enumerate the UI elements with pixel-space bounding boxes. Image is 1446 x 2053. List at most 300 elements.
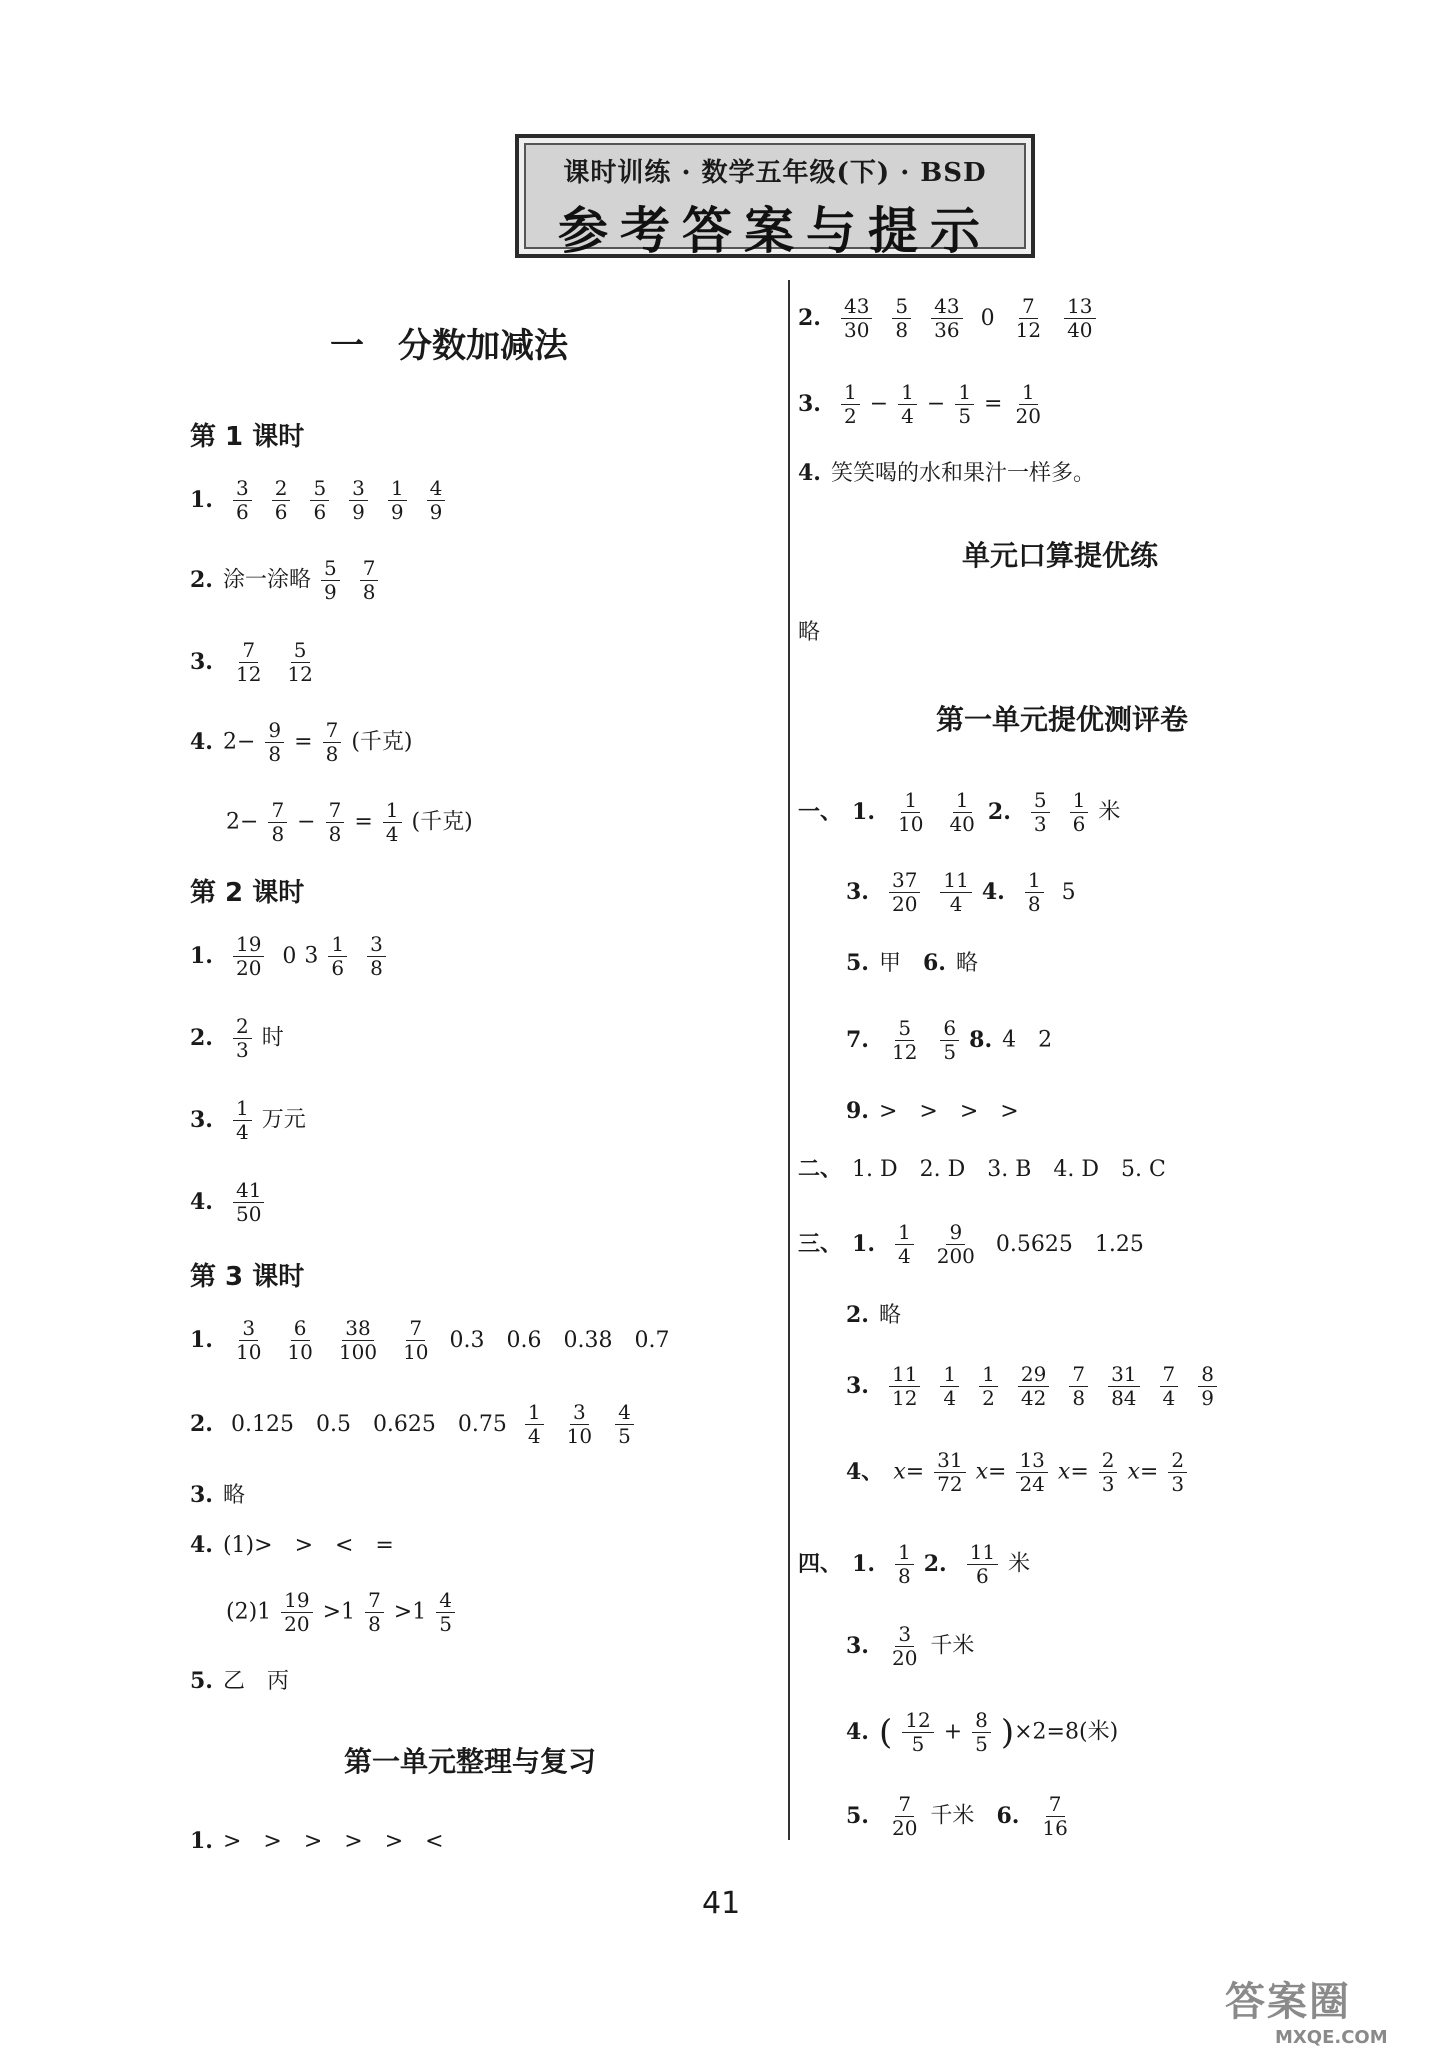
item-number: 3.	[190, 648, 213, 675]
section-label: 一、	[798, 798, 843, 825]
fraction	[365, 1590, 384, 1635]
numerator: 31	[1108, 1364, 1139, 1387]
denominator: 72	[937, 1472, 963, 1496]
fraction	[934, 1222, 978, 1267]
fraction	[940, 1364, 959, 1409]
fraction-list	[311, 556, 388, 604]
l3-answer-4-line-2	[226, 1590, 465, 1635]
denominator: 10	[897, 812, 924, 836]
item-number: 2.	[846, 1302, 869, 1328]
variable: x=	[1127, 1459, 1159, 1485]
fraction	[284, 640, 315, 685]
numerator: 3	[570, 1402, 589, 1425]
denominator: 50	[235, 1202, 262, 1226]
review-answer-1	[190, 1824, 444, 1859]
l2-answer-3	[190, 1098, 306, 1143]
test-sec3-q4	[846, 1450, 1197, 1495]
unit: 千米	[930, 1633, 975, 1659]
denominator: 20	[235, 956, 262, 980]
l1-answer-2	[190, 558, 388, 603]
fraction	[326, 800, 345, 845]
answer-text: > > > >	[878, 1099, 1019, 1124]
answer-text: 甲	[878, 951, 901, 976]
fraction	[889, 1794, 920, 1839]
section-label: 三、	[798, 1230, 843, 1257]
answer-text: 笑笑喝的水和果汁一样多。	[830, 461, 1095, 486]
numerator: 2	[233, 1016, 252, 1039]
answer-text: (1)> > < =	[222, 1533, 394, 1558]
expr-part: >1	[393, 1599, 427, 1625]
fraction	[895, 790, 926, 835]
numerator: 1	[898, 382, 917, 405]
item-number: 1.	[852, 798, 875, 825]
fraction	[889, 1018, 920, 1063]
denominator: 8	[1027, 892, 1041, 916]
denominator: 12	[891, 1040, 918, 1064]
unit: 时	[261, 1025, 284, 1051]
fraction	[436, 1590, 455, 1635]
denominator: 8	[328, 822, 342, 846]
fraction	[233, 934, 264, 979]
numerator: 1	[328, 934, 347, 957]
unit: 米	[1008, 1551, 1031, 1577]
item-number: 4.	[190, 1188, 213, 1215]
item-number: 1.	[190, 1326, 213, 1353]
item-number: 4、	[846, 1458, 884, 1485]
item-number: 3.	[846, 878, 869, 905]
l3-answer-3	[190, 1478, 245, 1513]
fraction	[233, 478, 252, 523]
r-answer-4	[798, 456, 1095, 491]
item-number: 3.	[846, 1372, 869, 1399]
test-sec3-q1	[798, 1222, 1152, 1267]
numerator: 7	[1069, 1364, 1088, 1387]
fraction-list	[223, 638, 326, 686]
answer-header-banner	[515, 134, 1035, 258]
numerator: 7	[323, 720, 342, 743]
fraction	[1018, 1364, 1049, 1409]
header-title: 参考答案与提示	[558, 202, 992, 260]
answer-text: 5	[1061, 879, 1076, 905]
fraction	[233, 1180, 264, 1225]
item-number: 1.	[852, 1550, 875, 1577]
fraction	[934, 1450, 965, 1495]
fraction-list	[515, 1400, 644, 1448]
fraction	[892, 296, 911, 341]
denominator: 10	[235, 1340, 262, 1364]
expr-part: (2)1	[226, 1599, 272, 1625]
fraction	[889, 1364, 920, 1409]
fraction	[1069, 1364, 1088, 1409]
fraction	[400, 1318, 431, 1363]
fraction	[388, 478, 407, 523]
fraction	[1070, 790, 1089, 835]
denominator: 4	[943, 1386, 957, 1410]
fraction	[898, 382, 917, 427]
fraction	[233, 1016, 252, 1061]
denominator: 4	[949, 892, 963, 916]
numerator: 7	[1160, 1364, 1179, 1387]
numerator: 1	[1025, 870, 1044, 893]
denominator: 9	[390, 500, 404, 524]
answer-text: 略	[222, 1483, 245, 1508]
numerator: 6	[291, 1318, 310, 1341]
fraction	[310, 478, 329, 523]
fraction	[889, 1624, 920, 1669]
denominator: 200	[936, 1244, 975, 1268]
numerator: 7	[895, 1794, 914, 1817]
l3-answer-2	[190, 1402, 644, 1447]
denominator: 5	[975, 1732, 988, 1756]
fraction	[272, 478, 291, 523]
numerator: 9	[946, 1222, 965, 1245]
test-sec1-q7-8	[846, 1018, 1052, 1063]
numerator: 12	[902, 1710, 933, 1733]
lesson-3-title: 第 3 课时	[190, 1262, 305, 1292]
test-sec3-q3	[846, 1364, 1227, 1409]
item-number: 8.	[969, 1026, 993, 1053]
answer-text: 0	[980, 305, 995, 331]
fraction	[895, 1542, 914, 1587]
numerator: 43	[931, 296, 962, 319]
whole-number: 3	[304, 943, 319, 969]
fraction	[1016, 1450, 1047, 1495]
expr-part: >1	[322, 1599, 356, 1625]
denominator: 8	[897, 1564, 911, 1588]
item-number: 5.	[190, 1668, 213, 1694]
test-sec1-q1-2	[798, 790, 1120, 835]
test-sec4-q1-2	[798, 1542, 1030, 1587]
numerator: 1	[1070, 790, 1089, 813]
item-number: 1.	[190, 1828, 213, 1854]
chapter-title: 一 分数加减法	[330, 326, 568, 366]
denominator: 8	[1072, 1386, 1086, 1410]
fraction	[955, 382, 974, 427]
fraction	[1168, 1450, 1187, 1495]
numerator: 38	[342, 1318, 373, 1341]
denominator: 20	[891, 892, 918, 916]
denominator: 12	[287, 662, 313, 686]
numerator: 8	[1198, 1364, 1217, 1387]
page-number: 41	[702, 1886, 741, 1921]
fraction	[525, 1402, 544, 1447]
denominator: 3	[235, 1038, 249, 1062]
fraction	[940, 1018, 959, 1063]
denominator: 5	[958, 404, 972, 428]
numerator: 41	[233, 1180, 264, 1203]
numerator: 5	[321, 558, 340, 581]
denominator: 12	[235, 662, 262, 686]
item-number: 6.	[923, 950, 946, 976]
numerator: 1	[525, 1402, 544, 1425]
unit: 万元	[261, 1107, 306, 1133]
answer-text: 略	[878, 1303, 901, 1328]
test-sec3-q2	[846, 1298, 901, 1333]
fraction	[281, 1590, 312, 1635]
item-number: 3.	[190, 1106, 213, 1133]
item-number: 5.	[846, 1802, 869, 1829]
fraction	[1198, 1364, 1217, 1409]
test-sec4-q3	[846, 1624, 974, 1669]
variable: x=	[893, 1459, 925, 1485]
item-number: 4.	[798, 460, 821, 486]
test-sec1-q9	[846, 1094, 1019, 1129]
fraction	[1160, 1364, 1179, 1409]
answer-text: 1. D 2. D 3. B 4. D 5. C	[852, 1157, 1166, 1182]
numerator: 4	[615, 1402, 634, 1425]
numerator: 29	[1018, 1364, 1049, 1387]
l3-answer-4-line-1	[190, 1528, 394, 1563]
numerator: 1	[388, 478, 407, 501]
item-number: 1.	[190, 486, 213, 513]
answer-text: 0.3 0.6 0.38 0.7	[449, 1327, 670, 1353]
oral-practice-answer: 略	[798, 620, 821, 645]
fraction	[284, 1318, 315, 1363]
answer-text: 略	[955, 951, 978, 976]
item-number: 2.	[190, 566, 213, 593]
answer-text: 涂一涂略	[222, 567, 311, 593]
r-answer-3	[798, 382, 1054, 427]
test-sec1-q5-6	[846, 946, 978, 981]
numerator: 4	[427, 478, 446, 501]
denominator: 40	[949, 812, 975, 836]
denominator: 4	[235, 1120, 249, 1144]
fraction	[323, 720, 342, 765]
numerator: 7	[406, 1318, 425, 1341]
numerator: 7	[1019, 296, 1038, 319]
expr-part: 2−	[226, 809, 259, 835]
item-number: 4.	[190, 728, 213, 755]
denominator: 9	[323, 580, 337, 604]
denominator: 5	[943, 1040, 957, 1064]
variable: x=	[975, 1459, 1007, 1485]
numerator: 13	[1016, 1450, 1047, 1473]
denominator: 9	[352, 500, 365, 524]
denominator: 10	[287, 1340, 313, 1364]
denominator: 10	[403, 1340, 429, 1364]
numerator: 11	[889, 1364, 920, 1387]
section-label: 四、	[798, 1550, 843, 1577]
fraction	[367, 934, 386, 979]
fraction	[233, 1098, 252, 1143]
expr-part: −	[297, 809, 316, 835]
unit: (千克)	[411, 809, 473, 835]
fraction	[233, 640, 264, 685]
denominator: 3	[1033, 812, 1047, 836]
fraction	[931, 296, 962, 341]
fraction	[841, 382, 860, 427]
item-number: 3.	[846, 1632, 869, 1659]
numerator: 3	[367, 934, 386, 957]
header-subtitle: 课时训练 · 数学五年级(下) · BSD	[563, 158, 987, 188]
expr-part: +	[943, 1719, 963, 1745]
denominator: 8	[370, 956, 383, 980]
expr-part: =	[984, 391, 1003, 417]
denominator: 3	[1101, 1472, 1115, 1496]
fraction	[268, 800, 287, 845]
numerator: 1	[895, 1222, 914, 1245]
fraction	[902, 1710, 933, 1755]
numerator: 19	[281, 1590, 312, 1613]
answer-text: > > > > > <	[222, 1829, 444, 1854]
l2-answer-1	[190, 934, 396, 979]
fraction	[349, 478, 368, 523]
answer-text: 0	[282, 943, 297, 969]
oral-practice-title: 单元口算提优练	[962, 539, 1159, 572]
numerator: 5	[291, 640, 310, 663]
watermark-text: 答案圈	[1225, 1979, 1351, 2025]
numerator: 19	[233, 934, 264, 957]
expr-part: −	[869, 391, 889, 417]
numerator: 1	[901, 790, 920, 813]
fraction	[967, 1542, 998, 1587]
numerator: 7	[326, 800, 345, 823]
unit: 千米	[930, 1803, 975, 1829]
denominator: 8	[368, 1612, 381, 1636]
numerator: 31	[934, 1450, 965, 1473]
numerator: 3	[349, 478, 368, 501]
l2-answer-2	[190, 1016, 284, 1061]
left-paren: (	[878, 1712, 893, 1753]
item-number: 2.	[190, 1024, 213, 1051]
numerator: 13	[1064, 296, 1095, 319]
item-number: 4.	[190, 1532, 213, 1558]
fraction	[360, 558, 379, 603]
numerator: 1	[953, 790, 972, 813]
numerator: 2	[1099, 1450, 1118, 1473]
expr-part: =	[294, 729, 313, 755]
unit: 米	[1098, 799, 1121, 825]
numerator: 1	[233, 1098, 252, 1121]
item-number: 4.	[981, 878, 1005, 905]
numerator: 7	[360, 558, 379, 581]
item-number: 2.	[190, 1410, 213, 1437]
unit-test-title: 第一单元提优测评卷	[936, 703, 1189, 736]
denominator: 4	[897, 1244, 911, 1268]
fraction	[889, 870, 920, 915]
numerator: 8	[972, 1710, 991, 1733]
numerator: 6	[940, 1018, 959, 1041]
denominator: 2	[843, 404, 857, 428]
denominator: 40	[1067, 318, 1093, 342]
fraction	[1064, 296, 1095, 341]
denominator: 8	[271, 822, 285, 846]
denominator: 4	[901, 404, 914, 428]
denominator: 3	[1171, 1472, 1185, 1496]
test-sec4-q4	[846, 1710, 1118, 1755]
fraction	[1012, 382, 1043, 427]
expr-part: 2−	[222, 729, 256, 755]
item-number: 2.	[798, 304, 821, 331]
numerator: 3	[895, 1624, 914, 1647]
fraction-list	[879, 1362, 1227, 1410]
denominator: 16	[1042, 1816, 1068, 1840]
numerator: 3	[239, 1318, 258, 1341]
item-number: 1.	[190, 942, 213, 969]
denominator: 6	[976, 1564, 989, 1588]
fraction-list	[223, 1316, 442, 1364]
r-answer-2	[798, 296, 1106, 341]
item-number: 2.	[923, 1550, 947, 1577]
denominator: 8	[362, 580, 376, 604]
numerator: 7	[268, 800, 287, 823]
numerator: 11	[967, 1542, 998, 1565]
denominator: 42	[1020, 1386, 1047, 1410]
fraction	[321, 558, 340, 603]
test-sec2	[798, 1152, 1166, 1187]
denominator: 8	[268, 742, 282, 766]
denominator: 9	[429, 500, 443, 524]
lesson-1-title: 第 1 课时	[190, 422, 305, 452]
unit: (千克)	[351, 729, 413, 755]
denominator: 20	[284, 1612, 310, 1636]
denominator: 8	[895, 318, 909, 342]
item-number: 3.	[190, 1482, 213, 1508]
denominator: 100	[338, 1340, 378, 1364]
denominator: 2	[982, 1386, 995, 1410]
fraction	[265, 720, 284, 765]
denominator: 20	[891, 1816, 918, 1840]
fraction	[328, 934, 347, 979]
fraction	[1013, 296, 1044, 341]
l2-answer-4	[190, 1180, 274, 1225]
denominator: 4	[385, 822, 399, 846]
item-number: 6.	[996, 1802, 1020, 1829]
numerator: 37	[889, 870, 920, 893]
numerator: 2	[272, 478, 291, 501]
numerator: 5	[1031, 790, 1050, 813]
fraction	[946, 790, 977, 835]
answer-text: 0.5625 1.25	[995, 1231, 1144, 1257]
denominator: 6	[313, 500, 327, 524]
l1-answer-3	[190, 640, 326, 685]
fraction	[972, 1710, 991, 1755]
item-number: 9.	[846, 1098, 869, 1124]
fraction-list	[831, 294, 973, 342]
denominator: 6	[235, 500, 249, 524]
item-number: 4.	[846, 1718, 869, 1745]
fraction	[1039, 1794, 1070, 1839]
fraction	[841, 296, 872, 341]
denominator: 5	[439, 1612, 452, 1636]
denominator: 4	[527, 1424, 541, 1448]
l1-answer-4-line-1	[190, 720, 412, 765]
test-sec4-q5-6	[846, 1794, 1081, 1839]
denominator: 6	[1072, 812, 1086, 836]
variable: x=	[1057, 1459, 1089, 1485]
numerator: 5	[892, 296, 911, 319]
numerator: 1	[895, 1542, 914, 1565]
denominator: 30	[843, 318, 870, 342]
fraction	[564, 1402, 595, 1447]
column-divider	[788, 280, 790, 1840]
numerator: 43	[841, 296, 872, 319]
section-label: 二、	[798, 1156, 843, 1182]
denominator: 8	[325, 742, 339, 766]
test-sec1-q3-4	[846, 870, 1084, 915]
fraction	[1025, 870, 1044, 915]
denominator: 6	[274, 500, 288, 524]
item-number: 2.	[987, 798, 1011, 825]
fraction	[615, 1402, 634, 1447]
denominator: 12	[1015, 318, 1042, 342]
l3-answer-1	[190, 1318, 677, 1363]
fraction-list	[1003, 294, 1106, 342]
fraction	[895, 1222, 914, 1267]
right-paren: )	[1000, 1712, 1015, 1753]
l1-answer-1	[190, 478, 455, 523]
answer-text: 0.125 0.5 0.625 0.75	[230, 1411, 507, 1437]
